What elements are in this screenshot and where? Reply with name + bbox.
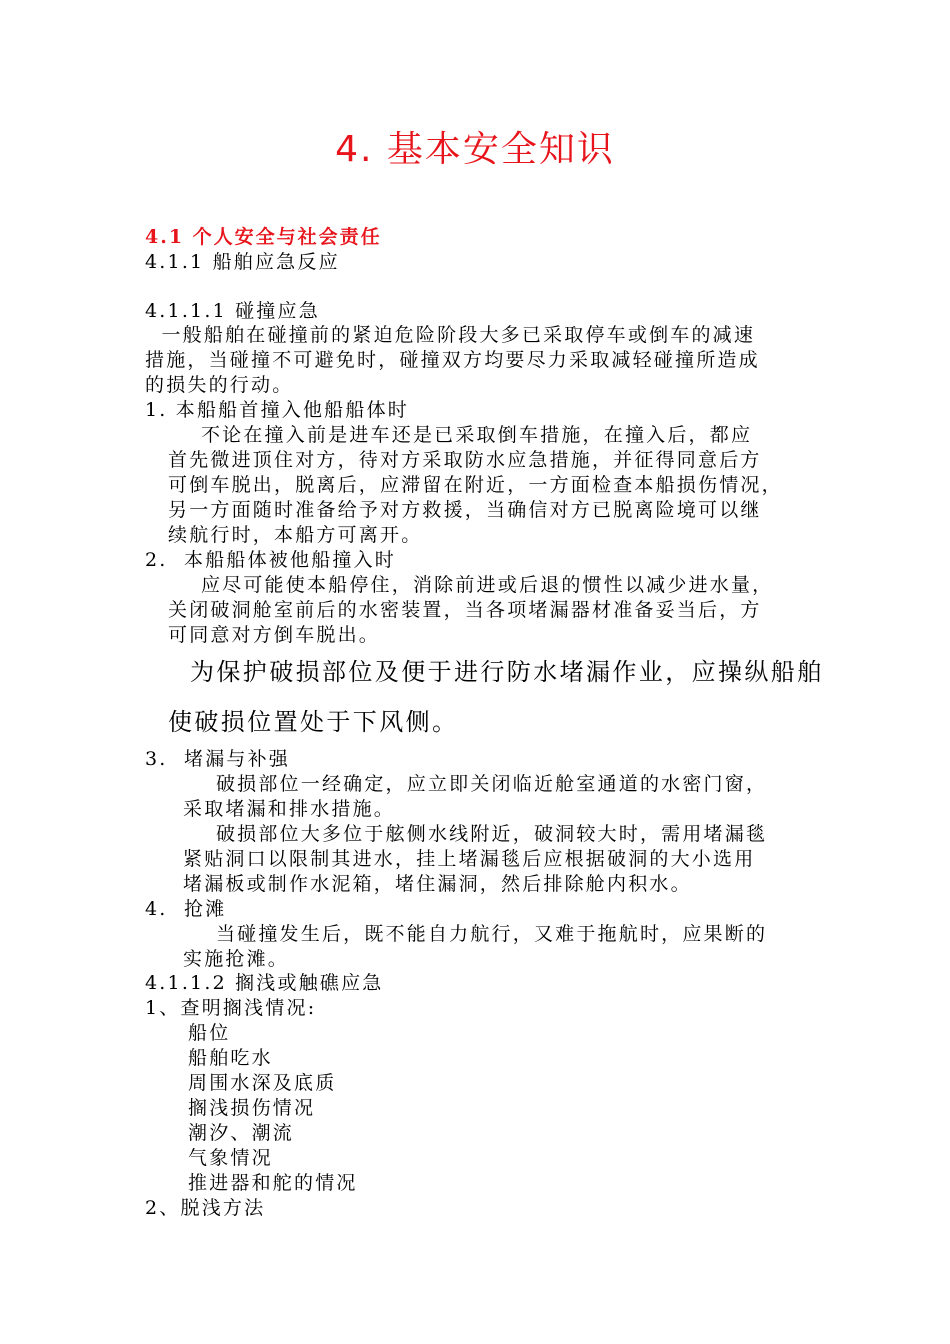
paragraph-line: 采取堵漏和排水措施。 xyxy=(183,798,396,820)
paragraph-line: 首先微进顶住对方，待对方采取防水应急措施，并征得同意后方 xyxy=(168,449,762,471)
item-heading: 2、脱浅方法 xyxy=(145,1197,266,1219)
list-item: 船舶吃水 xyxy=(188,1047,273,1069)
paragraph-line: 堵漏板或制作水泥箱，堵住漏洞，然后排除舱内积水。 xyxy=(183,873,692,895)
subsection-heading: 4.1.1 船舶应急反应 xyxy=(145,251,340,273)
page-title: 4. 基本安全知识 xyxy=(335,129,615,170)
section-heading: 4.1 个人安全与社会责任 xyxy=(145,226,382,248)
paragraph-line: 应尽可能使本船停住，消除前进或后退的惯性以减少进水量， xyxy=(168,574,774,596)
item-heading: 1. 本船船首撞入他船船体时 xyxy=(145,399,409,421)
item-heading: 3. 堵漏与补强 xyxy=(145,748,291,770)
paragraph-line: 不论在撞入前是进车还是已采取倒车措施，在撞入后，都应 xyxy=(168,424,753,446)
paragraph-line: 实施抢滩。 xyxy=(183,948,290,970)
grounding-heading: 4.1.1.2 搁浅或触礁应急 xyxy=(145,972,384,994)
paragraph-line: 措施，当碰撞不可避免时，碰撞双方均要尽力采取减轻碰撞所造成 xyxy=(145,349,760,371)
paragraph-line: 可同意对方倒车脱出。 xyxy=(168,624,381,646)
paragraph-line: 可倒车脱出，脱离后，应滞留在附近，一方面检查本船损伤情况， xyxy=(168,474,783,496)
emphasis-line: 为保护破损部位及便于进行防水堵漏作业，应操纵船舶 xyxy=(190,658,824,686)
emphasis-line: 使破损位置处于下风侧。 xyxy=(168,708,459,736)
paragraph-line: 关闭破洞舱室前后的水密装置，当各项堵漏器材准备妥当后，方 xyxy=(168,599,762,621)
paragraph-line: 破损部位一经确定，应立即关闭临近舱室通道的水密门窗， xyxy=(183,773,768,795)
collision-heading: 4.1.1.1 碰撞应急 xyxy=(145,300,320,322)
list-item: 推进器和舵的情况 xyxy=(188,1172,358,1194)
paragraph-line: 当碰撞发生后，既不能自力航行，又难于拖航时，应果断的 xyxy=(183,923,768,945)
item-heading: 2. 本船船体被他船撞入时 xyxy=(145,549,397,571)
list-item: 周围水深及底质 xyxy=(188,1072,337,1094)
paragraph-line: 续航行时，本船方可离开。 xyxy=(168,524,423,546)
list-item: 船位 xyxy=(188,1022,231,1044)
paragraph-line: 另一方面随时准备给予对方救援，当确信对方已脱离险境可以继 xyxy=(168,499,762,521)
paragraph-line: 的损失的行动。 xyxy=(145,374,294,396)
list-item: 搁浅损伤情况 xyxy=(188,1097,316,1119)
paragraph-line: 紧贴洞口以限制其进水，挂上堵漏毯后应根据破洞的大小选用 xyxy=(183,848,756,870)
paragraph-line: 一般船舶在碰撞前的紧迫危险阶段大多已采取停车或倒车的减速 xyxy=(145,324,756,346)
paragraph-line: 破损部位大多位于舷侧水线附近，破洞较大时，需用堵漏毯 xyxy=(183,823,768,845)
list-item: 潮汐、潮流 xyxy=(188,1122,295,1144)
item-heading: 4. 抢滩 xyxy=(145,898,227,920)
list-item: 气象情况 xyxy=(188,1147,273,1169)
item-heading: 1、查明搁浅情况: xyxy=(145,997,317,1019)
